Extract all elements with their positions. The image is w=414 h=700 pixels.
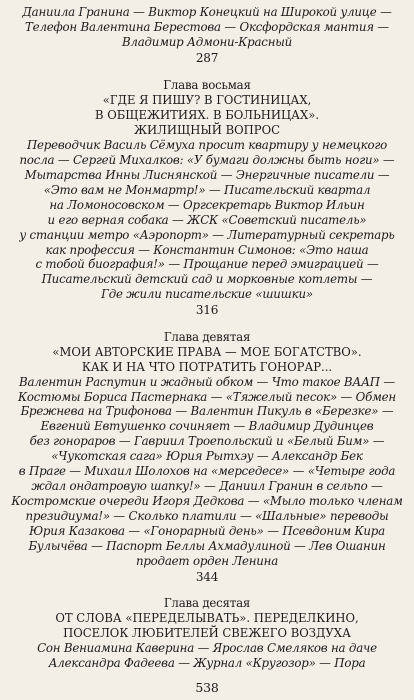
toc-line: Александра Фадеева — Журнал «Кругозор» — Пора [48,656,366,671]
toc-line: Телефон Валентина Берестова — Оксфордская мантия — [25,19,389,34]
toc-line: без гонораров — Гавриил Троепольский и «Белый Бим» — [29,434,385,449]
chapter-page-number: 344 [195,569,219,584]
toc-line: президиума!» — Сколько платили — «Шальные» переводы [25,509,389,524]
toc-line: Брежнева на Трифонова — Валентин Пикуль в «Березке» — [20,404,394,419]
chapter-title: КАК И НА ЧТО ПОТРАТИТЬ ГОНОРАР... [81,359,333,374]
toc-line: Валентин Распутин и жадный обком — Что такое ВААП — [18,374,396,389]
chapter-page-number: 316 [195,303,219,318]
chapter-heading: Глава девятая [163,329,251,344]
toc-line: в Праге — Михаил Шолохов на «мерседесе» — «Четыре года [18,464,396,479]
toc-line: Владимир Адмони-Красный [121,34,293,49]
chapter-heading: Глава десятая [163,596,251,611]
toc-line: у станции метро «Аэропорт» — Литературный секретарь [19,227,395,242]
toc-line: Евгений Евтушенко сочиняет — Владимир Дудинцев [40,419,374,434]
toc-line: с тобой биография!» — Прощание перед эмиграцией — [35,257,379,272]
toc-line: Даниила Гранина — Виктор Конецкий на Широкой улице — [22,4,392,19]
chapter-title: ПОСЕЛОК ЛЮБИТЕЛЕЙ СВЕЖЕГО ВОЗДУХА [63,626,351,641]
toc-line: Юрия Казакова — «Гонорарный день» — Псевдоним Кира [29,524,385,539]
chapter-title: В ОБЩЕЖИТИЯХ. В БОЛЬНИЦАХ». [94,107,320,122]
toc-line: и его верная собака — ЖСК «Советский писатель» [47,212,367,227]
chapter-title: «МОИ АВТОРСКИЕ ПРАВА — МОЕ БОГАТСТВО». [52,344,362,359]
toc-line: как профессия — Константин Симонов: «Это наша [45,242,369,257]
toc-line: Булычёва — Паспорт Беллы Ахмадулиной — Лев Ошанин [28,539,386,554]
toc-line: продает орден Ленина [135,553,279,568]
toc-line: посла — Сергей Михалков: «У бумаги должны быть ноги» — [19,152,395,167]
chapter-title: «ГДЕ Я ПИШУ? В ГОСТИНИЦАХ, [102,93,312,108]
toc-line: Писательский детский сад и морковные котлеты — [41,272,373,287]
toc-line: на Ломоносовском — Оргсекретарь Виктор Ильин [49,197,365,212]
chapter-title: ОТ СЛОВА «ПЕРЕДЕЛЫВАТЬ». ПЕРЕДЕЛКИНО, [55,611,359,626]
toc-line: Костюмы Бориса Пастернака — «Тяжелый песок» — Обмен [18,389,396,404]
toc-line: «Чукотская сага» Юрия Рытхэу — Александр Бек [51,449,363,464]
toc-line: «Это вам не Монмартр!» — Писательский квартал [43,182,371,197]
toc-line: Костромские очереди Игоря Дедкова — «Мыло только членам [11,494,403,509]
toc-line: Сон Вениамина Каверина — Ярослав Смеляков на даче [37,641,377,656]
page-number: 538 [195,680,219,696]
chapter-title: ЖИЛИЩНЫЙ ВОПРОС [134,122,280,137]
toc-line: Мытарства Инны Лиснянской — Энергичные писатели — [24,167,390,182]
chapter-heading: Глава восьмая [163,78,251,93]
toc-line: Где жили писательские «шишки» [101,287,313,302]
toc-line: ждал ондатровую шапку!» — Даниил Гранин в сельпо — [31,479,383,494]
toc-line: Переводчик Василь Сёмуха просит квартиру у немецкого [26,137,388,152]
chapter-page-number: 287 [195,50,219,65]
